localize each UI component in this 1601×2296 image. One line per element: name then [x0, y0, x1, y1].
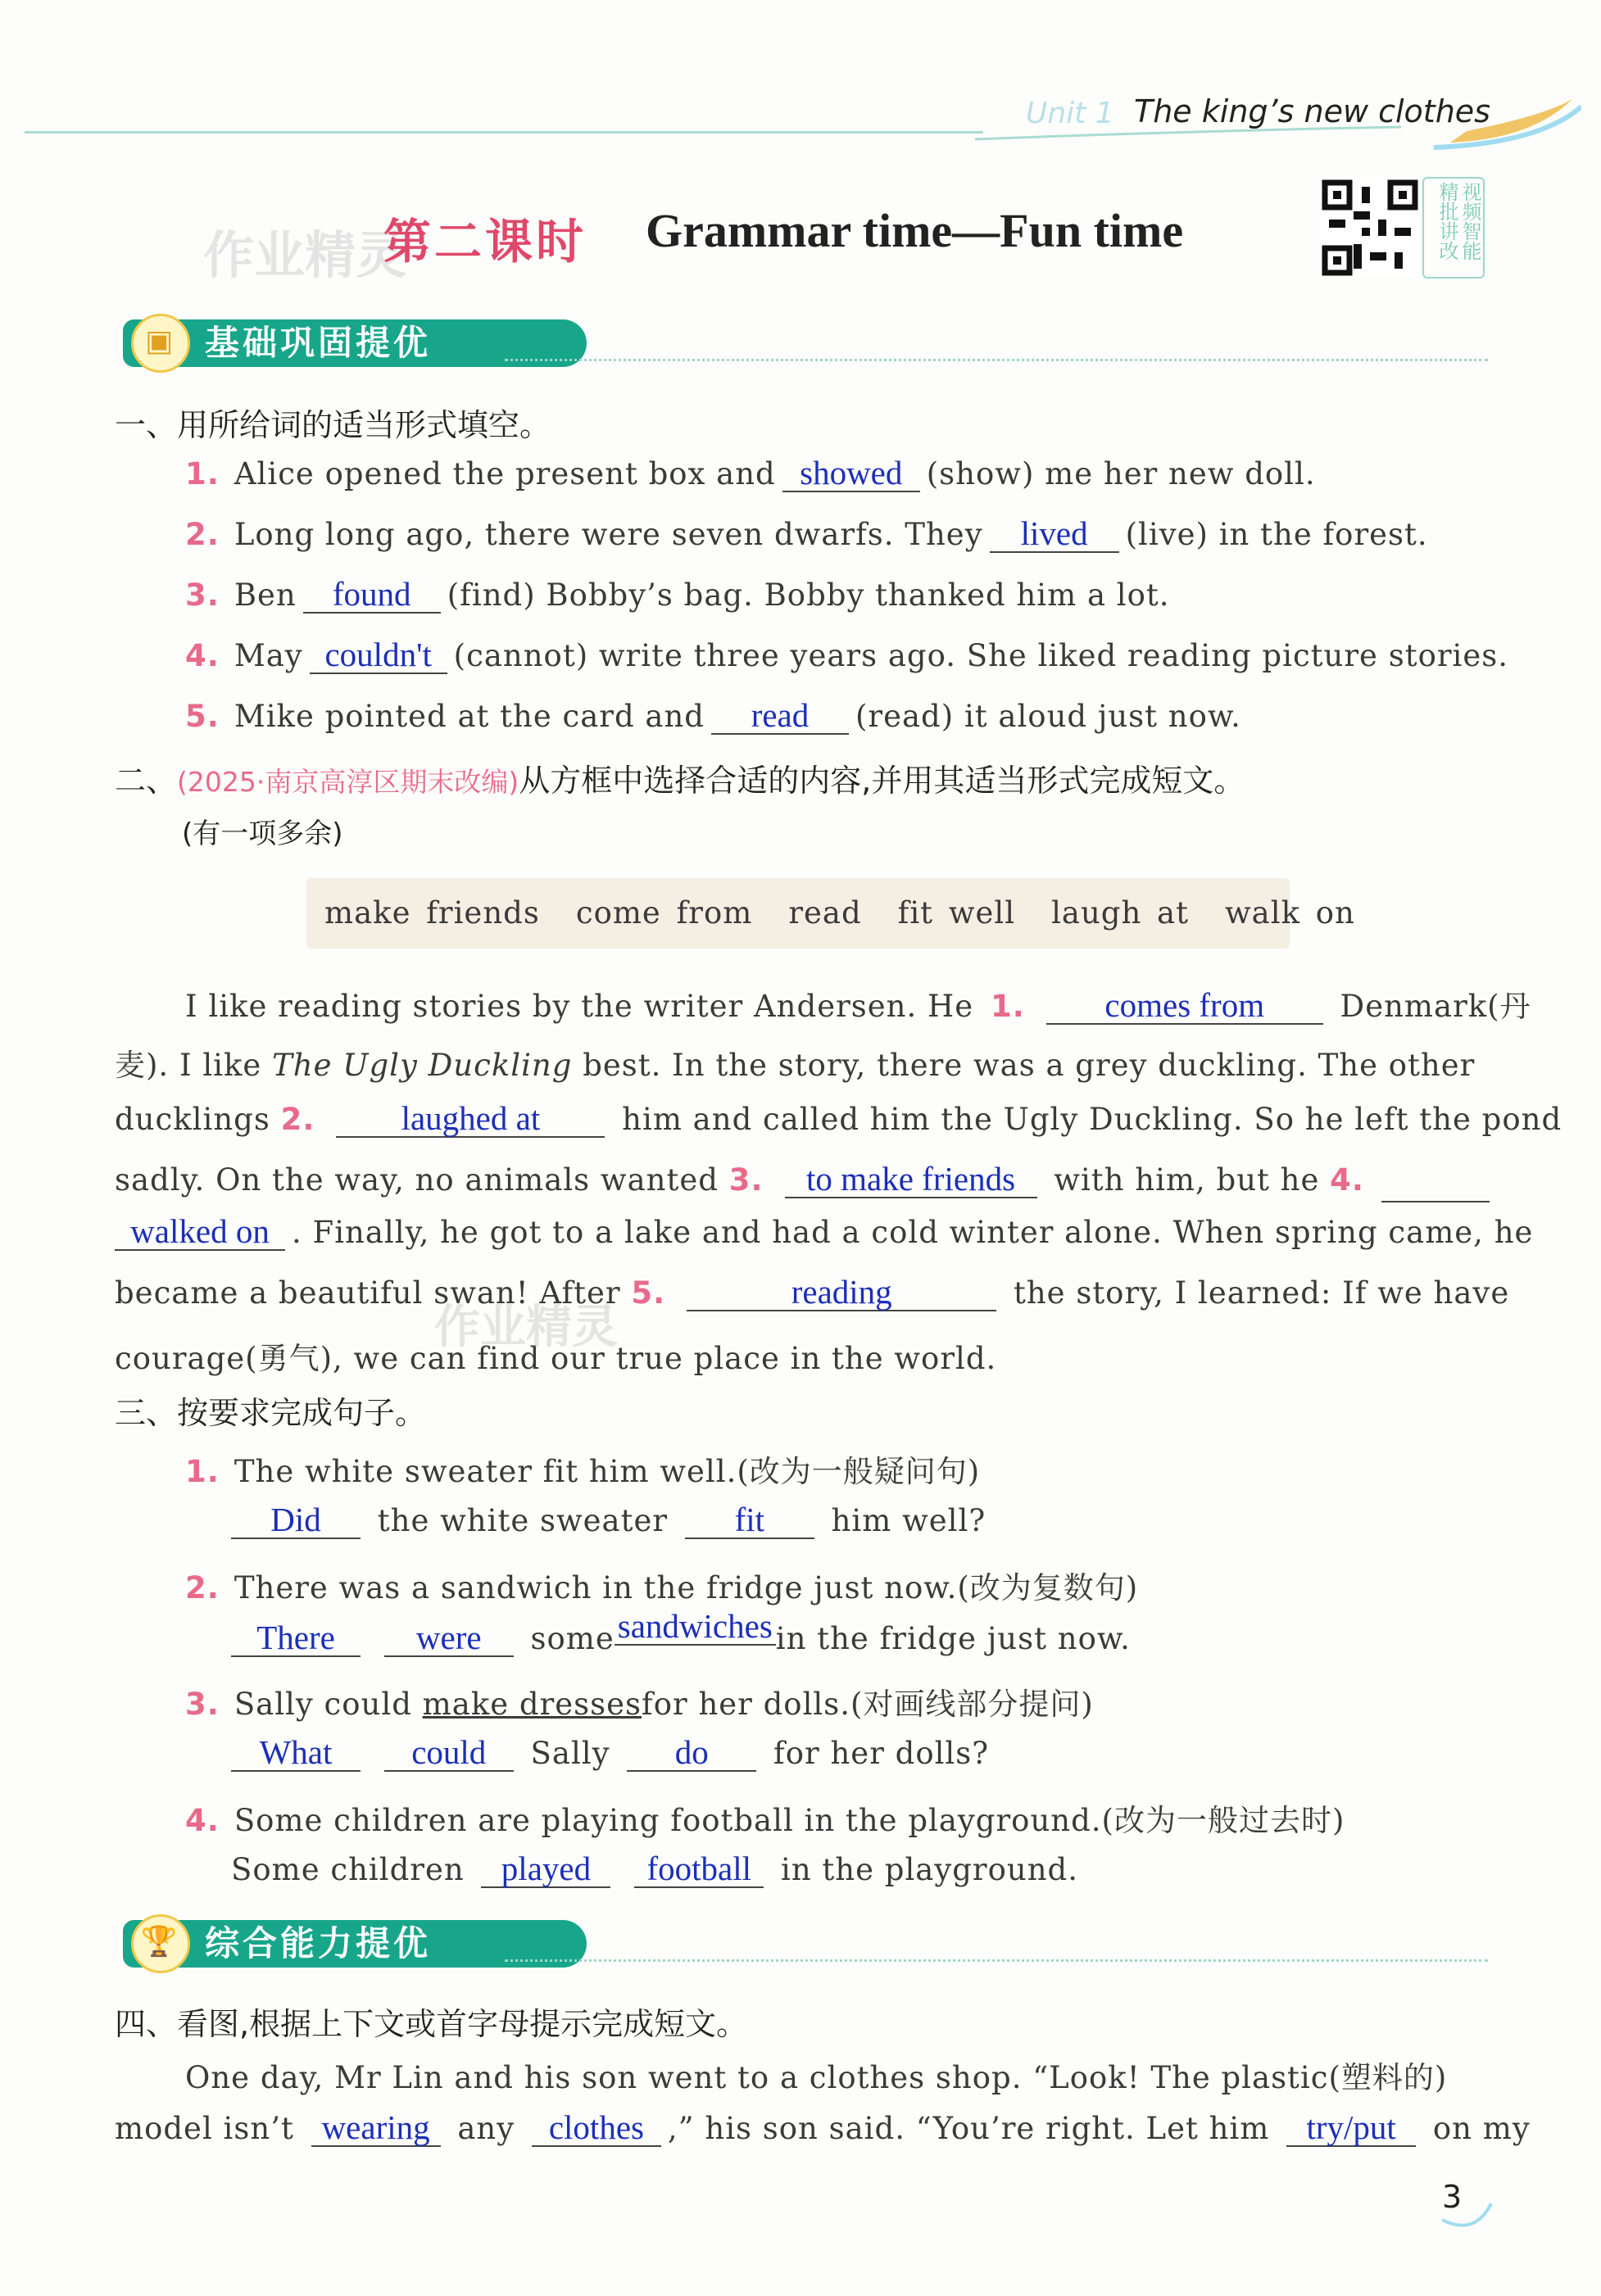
answer-blank[interactable]: walked on — [115, 1214, 285, 1251]
answer-blank[interactable]: comes from — [1046, 988, 1323, 1025]
page-number: 3 — [1442, 2179, 1463, 2215]
answer-blank[interactable]: There — [231, 1620, 361, 1657]
answer-line: There were somesandwiches in the fridge just now. — [231, 1620, 1131, 1657]
answer-blank[interactable]: found — [303, 577, 441, 614]
part1-item: 3. Ben found (find) Bobby’s bag. Bobby thanked him a lot. — [185, 575, 1170, 613]
header-rule — [25, 131, 983, 134]
answer-blank[interactable]: were — [384, 1620, 514, 1657]
word-box — [306, 878, 1355, 949]
answer-blank[interactable]: clothes — [532, 2110, 661, 2147]
word-option: laugh at — [1051, 895, 1189, 931]
word-option: read — [788, 895, 862, 931]
answer-blank[interactable]: try/put — [1286, 2110, 1416, 2147]
watermark: 作业精灵 — [203, 225, 407, 285]
answer-blank[interactable]: football — [634, 1851, 764, 1888]
answer-blank[interactable]: laughed at — [336, 1101, 605, 1138]
answer-blank[interactable]: Did — [231, 1502, 361, 1539]
section-banner-comprehensive: 🏆 综合能力提优 — [123, 1920, 587, 1968]
answer-blank[interactable]: showed — [782, 455, 920, 492]
answer-blank[interactable]: lived — [990, 516, 1119, 553]
qr-caption: 视频智能精批讲改 — [1422, 177, 1485, 279]
question: 4. Some children are playing football in the playground.(改为一般过去时) — [185, 1803, 1345, 1838]
part2-note: (有一项多余) — [182, 817, 343, 850]
box-icon: ▣ — [131, 314, 190, 373]
answer-blank[interactable]: fit — [685, 1502, 814, 1539]
trophy-icon: 🏆 — [131, 1914, 190, 1973]
answer-blank[interactable]: do — [627, 1735, 756, 1772]
answer-blank[interactable]: reading — [687, 1275, 996, 1311]
answer-blank[interactable]: to make friends — [785, 1162, 1037, 1198]
answer-line: Some children played football in the playground. — [231, 1850, 1078, 1887]
passage-line: One day, Mr Lin and his son went to a clothes shop. “Look! The plastic(塑料的) — [185, 2060, 1448, 2095]
passage-line: courage(勇气), we can find our true place in the world. — [115, 1341, 997, 1376]
answer-blank[interactable]: What — [231, 1735, 361, 1772]
watermark-2: 作业精灵 — [434, 1301, 618, 1354]
part1-item: 5. Mike pointed at the card and read (read) it aloud just now. — [185, 696, 1241, 734]
banner-divider — [505, 359, 1488, 361]
passage-line: 麦). I like The Ugly Duckling best. In the story, there was a grey duckling. The other — [115, 1048, 1476, 1083]
underlined-phrase: make dresses — [422, 1687, 642, 1722]
passage-line: I like reading stories by the writer Andersen. He 1. comes from Denmark(丹 — [185, 986, 1531, 1024]
passage-line: ducklings 2. laughed at him and called him the Ugly Duckling. So he left the pond — [115, 1099, 1562, 1137]
part1-title: 一、用所给词的适当形式填空。 — [115, 407, 551, 443]
word-option: walk on — [1225, 895, 1355, 931]
header-unit: Unit 1 — [1026, 97, 1114, 130]
page-number-swoosh — [1426, 2162, 1499, 2236]
word-option: make friends — [324, 895, 540, 931]
part3-title: 三、按要求完成句子。 — [115, 1395, 427, 1431]
answer-blank[interactable]: read — [711, 698, 849, 735]
lesson-title-cn: 第二课时 — [383, 214, 587, 269]
part2-title: 二、(2025·南京高淳区期末改编)从方框中选择合适的内容,并用其适当形式完成短文。 — [115, 763, 1245, 799]
word-option: come from — [575, 895, 753, 931]
answer-blank[interactable]: sandwiches — [615, 1609, 776, 1646]
answer-line: What could Sally do for her dolls? — [231, 1735, 989, 1772]
question: 3. Sally could make dressesfor her dolls.(对画线部分提问) — [185, 1687, 1094, 1722]
lesson-title-en: Grammar time—Fun time — [646, 204, 1184, 257]
answer-line: Did the white sweater fit him well? — [231, 1502, 986, 1539]
question: 2. There was a sandwich in the fridge just now.(改为复数句) — [185, 1570, 1139, 1605]
passage-line: became a beautiful swan! After 5. reading the story, I learned: If we have — [115, 1273, 1510, 1311]
blank-line — [1381, 1201, 1490, 1202]
section-banner-basic: ▣ 基础巩固提优 — [123, 319, 587, 367]
answer-blank[interactable]: could — [384, 1735, 514, 1772]
answer-blank[interactable]: played — [481, 1851, 610, 1888]
part1-item: 4. May couldn't (cannot) write three years ago. She liked reading picture stories. — [185, 636, 1509, 673]
part4-title: 四、看图,根据上下文或首字母提示完成短文。 — [115, 2006, 748, 2042]
question: 1. The white sweater fit him well.(改为一般疑问句) — [185, 1454, 981, 1489]
question-source: (2025·南京高淳区期末改编) — [177, 766, 519, 798]
passage-line: walked on . Finally, he got to a lake and had a cold winter alone. When spring came, he — [115, 1214, 1533, 1251]
banner-divider — [505, 1959, 1488, 1962]
part1-item: 1. Alice opened the present box and showed (show) me her new doll. — [185, 454, 1316, 491]
answer-blank[interactable]: wearing — [311, 2110, 441, 2147]
qr-code-icon — [1321, 179, 1419, 277]
passage-line: sadly. On the way, no animals wanted 3. to make friends with him, but he 4. — [115, 1162, 1379, 1198]
passage-line: model isn’t wearing any clothes ,” his son said. “You’re right. Let him try/put on my — [115, 2108, 1531, 2146]
header-unit-title: The king’s new clothes — [1134, 93, 1490, 129]
book-title: The Ugly Duckling — [272, 1048, 573, 1083]
answer-blank[interactable]: couldn't — [310, 637, 447, 674]
word-option: fit well — [897, 895, 1016, 931]
part1-item: 2. Long long ago, there were seven dwarfs. They lived (live) in the forest. — [185, 514, 1428, 552]
